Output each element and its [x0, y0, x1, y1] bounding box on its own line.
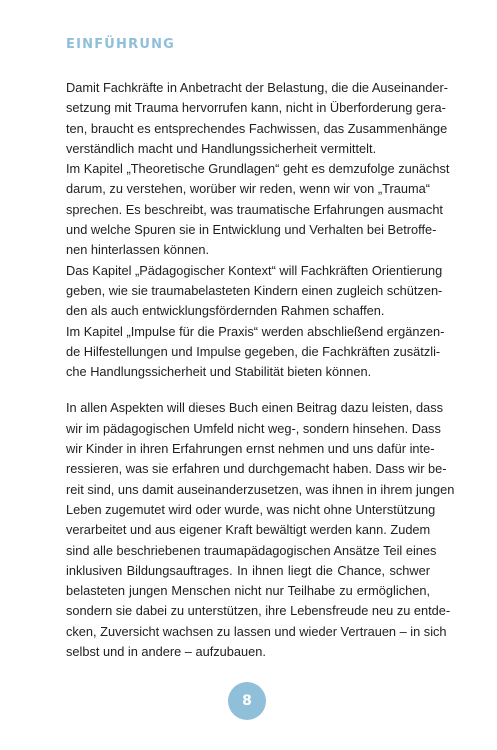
paragraph-spacer	[66, 382, 430, 398]
text-line: Das Kapitel „Pädagogischer Kontext“ will Fachkräften Orientierung	[66, 262, 443, 278]
text-line: che Handlungssicherheit und Stabilität bieten können.	[66, 364, 372, 380]
text-line: setzung mit Trauma hervorrufen kann, nicht in Überforderung gera-	[66, 100, 446, 116]
paragraph-2	[66, 159, 450, 260]
text-line: sind alle beschriebenen traumapädagogischen Ansätze Teil eines	[66, 542, 437, 558]
text-line: ressieren, was sie erfahren und durchgemacht haben. Dass wir be-	[66, 461, 447, 477]
text-line: geben, wie sie traumabelasteten Kindern einen zugleich schützen-	[66, 282, 443, 298]
text-line: wir Kinder in ihren Erfahrungen ernst nehmen und uns dafür inte-	[66, 441, 435, 457]
text-line: und welche Spuren sie in Entwicklung und Verhalten bei Betroffe-	[66, 222, 437, 238]
paragraph-5	[66, 398, 455, 662]
text-line: de Hilfestellungen und Impulse gegeben, die Fachkräften zusätzli-	[66, 343, 441, 359]
text-line: belasteten jungen Menschen nicht nur Teilhabe zu ermöglichen,	[66, 583, 430, 599]
text-line: verarbeitet und aus eigener Kraft bewältigt werden kann. Zudem	[66, 522, 431, 538]
page-number: 8	[242, 693, 252, 709]
text-line: ten, braucht es entsprechendes Fachwissen, das Zusammenhänge	[66, 120, 448, 136]
text-line: sondern sie dabei zu unterstützen, ihre Lebensfreude neu zu entde-	[66, 603, 451, 619]
text-line: inklusiven Bildungsauftrages. In ihnen liegt die Chance, schwer	[66, 562, 430, 578]
chapter-heading: EINFÜHRUNG	[66, 37, 176, 52]
text-line: darum, zu verstehen, worüber wir reden, wenn wir von „Trauma“	[66, 181, 430, 197]
text-line: verständlich macht und Handlungssicherheit vermittelt.	[66, 140, 377, 156]
text-line: wir im pädagogischen Umfeld nicht weg-, sondern hinsehen. Dass	[66, 420, 441, 436]
paragraph-1	[66, 78, 448, 159]
text-line: In allen Aspekten will dieses Buch einen Beitrag dazu leisten, dass	[66, 400, 444, 416]
text-line: den als auch entwicklungsfördernden Rahmen schaffen.	[66, 303, 385, 319]
text-line: nen hinterlassen können.	[66, 242, 210, 258]
text-line: Damit Fachkräfte in Anbetracht der Belastung, die die Auseinander-	[66, 80, 448, 95]
page-number-badge	[228, 682, 266, 720]
text-line: Leben zugemutet wird oder wurde, was nicht ohne Unterstützung	[66, 501, 436, 517]
text-line: Im Kapitel „Theoretische Grundlagen“ geht es demzufolge zunächst	[66, 161, 450, 177]
text-line: Im Kapitel „Impulse für die Praxis“ werden abschließend ergänzen-	[66, 323, 445, 339]
text-line: sprechen. Es beschreibt, was traumatische Erfahrungen ausmacht	[66, 201, 443, 217]
text-line: cken, Zuversicht wachsen zu lassen und wieder Vertrauen – in sich	[66, 623, 447, 639]
paragraph-4	[66, 322, 445, 383]
body-text	[66, 78, 455, 662]
paragraph-3	[66, 261, 443, 322]
text-line: reit sind, uns damit auseinanderzusetzen, was ihnen in ihrem jungen	[66, 481, 455, 497]
text-line: selbst und in andere – aufzubauen.	[66, 644, 266, 660]
